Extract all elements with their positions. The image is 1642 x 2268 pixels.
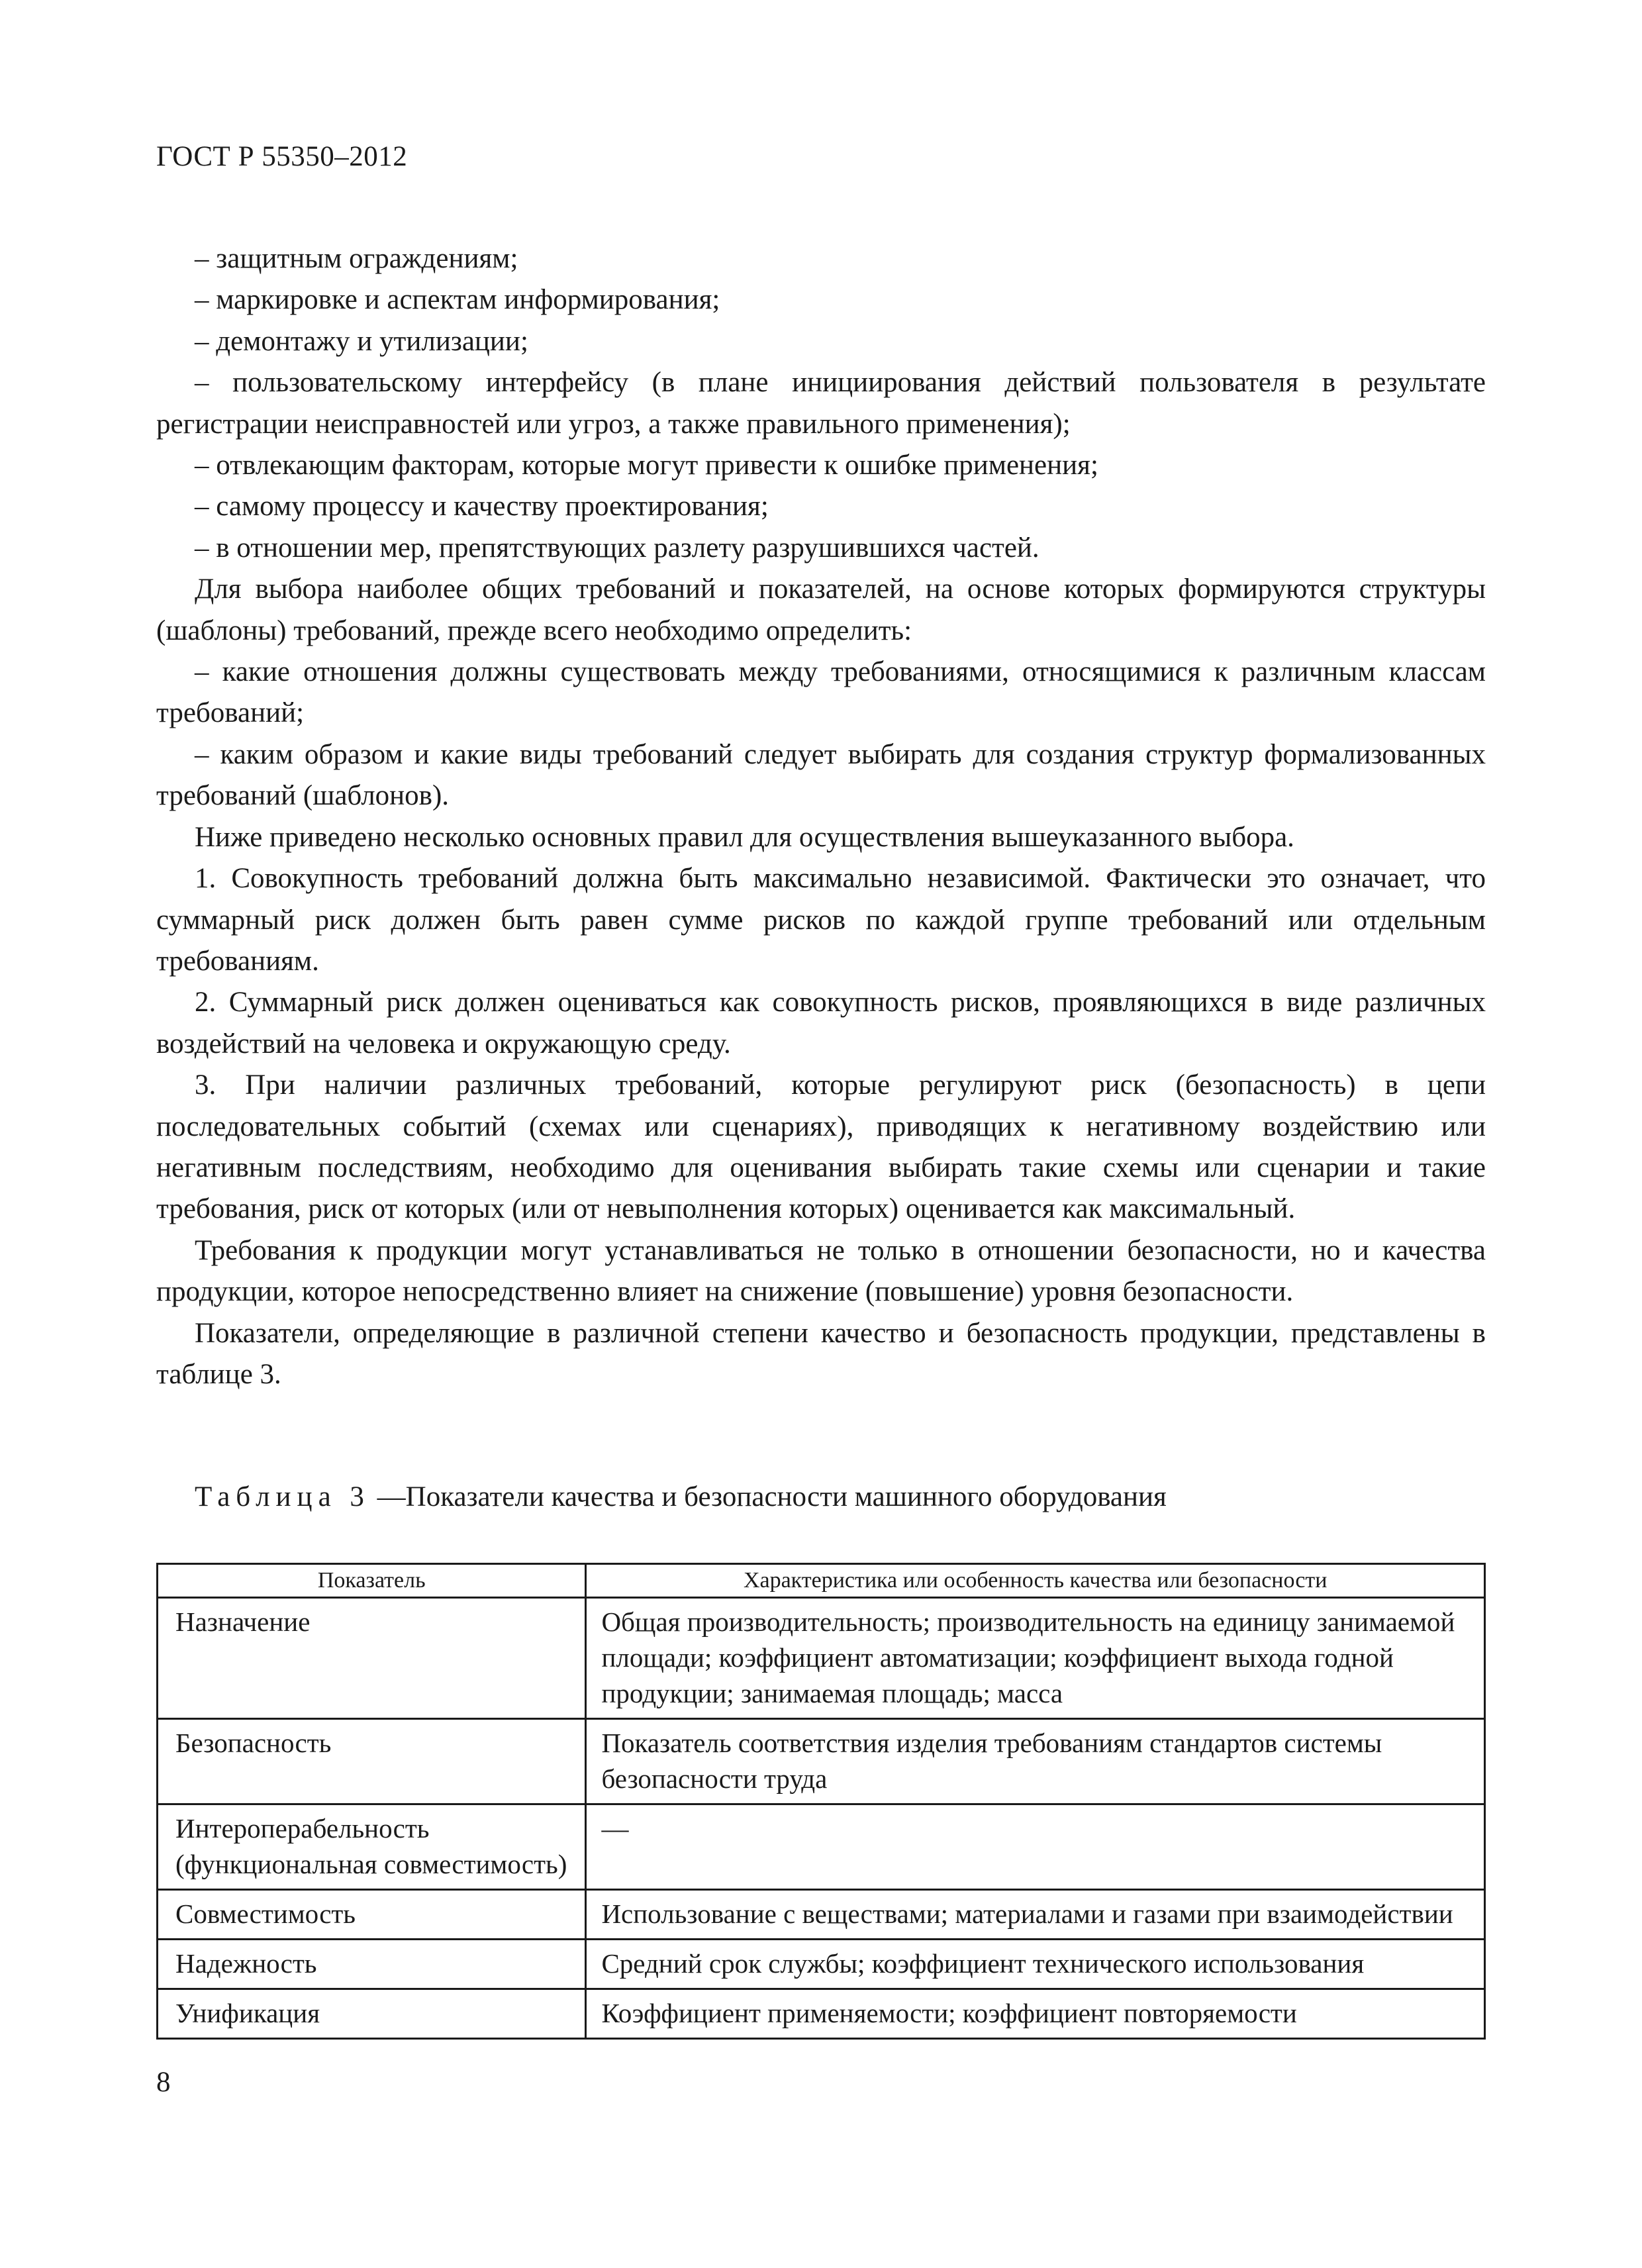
table-caption-label: Таблица 3: [195, 1481, 370, 1512]
table-row: [158, 1940, 1485, 1989]
paragraph: – какие отношения должны существовать между требованиями, относящимися к различным классам требований;: [156, 656, 1486, 729]
body-text: [156, 238, 1486, 1395]
paragraph: – каким образом и какие виды требований следует выбирать для создания структур формализованных требований (шаблонов).: [156, 738, 1486, 812]
indicator-cell: Унификация: [158, 1989, 586, 2039]
column-header-indicator: Показатель: [158, 1564, 586, 1598]
paragraph: – пользовательскому интерфейсу (в плане инициирования действий пользователя в результате регистрации неисправностей или угроз, а также правильного применения);: [156, 367, 1486, 440]
indicators-table: [156, 1563, 1486, 2040]
paragraph: 1. Совокупность требований должна быть максимально независимой. Фактически это означает, что суммарный риск должен быть равен сумме рисков по каждой группе требований или отдельным требованиям.: [156, 863, 1486, 977]
table-row: [158, 1890, 1485, 1940]
characteristic-cell: —: [586, 1804, 1485, 1890]
page-number: 8: [156, 2067, 171, 2098]
characteristic-cell: Общая производительность; производительность на единицу занимаемой площади; коэффициент автоматизации; коэффициент выхода годной продукции; занимаемая площадь; масса: [586, 1598, 1485, 1719]
paragraph: 3. При наличии различных требований, которые регулируют риск (безопасность) в цепи последовательных событий (схемах или сценариях), приводящих к негативному воздействию или негативным последствиям, необходимо для оценивания выбирать такие схемы или сценарии и такие требования, риск от которых (или от невыполнения которых) оценивается как максимальный.: [156, 1069, 1486, 1225]
paragraph: – самому процессу и качеству проектирования;: [195, 491, 769, 522]
table-row: [158, 1598, 1485, 1719]
paragraph: – демонтажу и утилизации;: [195, 325, 528, 357]
table-row: [158, 1989, 1485, 2039]
indicator-cell: Совместимость: [158, 1890, 586, 1940]
paragraph: – отвлекающим факторам, которые могут привести к ошибке применения;: [195, 450, 1098, 481]
paragraph: Показатели, определяющие в различной степени качество и безопасность продукции, представлены в таблице 3.: [156, 1317, 1486, 1390]
paragraph: 2. Суммарный риск должен оцениваться как совокупность рисков, проявляющихся в виде различных воздействий на человека и окружающую среду.: [156, 987, 1486, 1060]
table-row: [158, 1719, 1485, 1804]
paragraph: Для выбора наиболее общих требований и показателей, на основе которых формируются структуры (шаблоны) требований, прежде всего необходимо определить:: [156, 573, 1486, 646]
paragraph: Ниже приведено несколько основных правил для осуществления вышеуказанного выбора.: [195, 821, 1294, 853]
paragraph: – маркировке и аспектам информирования;: [195, 284, 720, 316]
table-row: [158, 1804, 1485, 1890]
characteristic-cell: Коэффициент применяемости; коэффициент повторяемости: [586, 1989, 1485, 2039]
paragraph: – защитным ограждениям;: [195, 243, 518, 274]
paragraph: Требования к продукции могут устанавливаться не только в отношении безопасности, но и качества продукции, которое непосредственно влияет на снижение (повышение) уровня безопасности.: [156, 1234, 1486, 1308]
indicator-cell: Интероперабельность (функциональная совместимость): [158, 1804, 586, 1890]
indicator-cell: Назначение: [158, 1598, 586, 1719]
indicator-cell: Безопасность: [158, 1719, 586, 1804]
document-header: ГОСТ Р 55350–2012: [156, 141, 408, 172]
indicator-cell: Надежность: [158, 1940, 586, 1989]
characteristic-cell: Средний срок службы; коэффициент технического использования: [586, 1940, 1485, 1989]
characteristic-cell: Показатель соответствия изделия требованиям стандартов системы безопасности труда: [586, 1719, 1485, 1804]
column-header-characteristic: Характеристика или особенность качества или безопасности: [586, 1564, 1485, 1598]
table-caption-text: —Показатели качества и безопасности машинного оборудования: [369, 1481, 1167, 1512]
table-caption: [195, 1481, 1167, 1513]
characteristic-cell: Использование с веществами; материалами и газами при взаимодействии: [586, 1890, 1485, 1940]
paragraph: – в отношении мер, препятствующих разлету разрушившихся частей.: [195, 532, 1039, 564]
table-header-row: [158, 1564, 1485, 1598]
